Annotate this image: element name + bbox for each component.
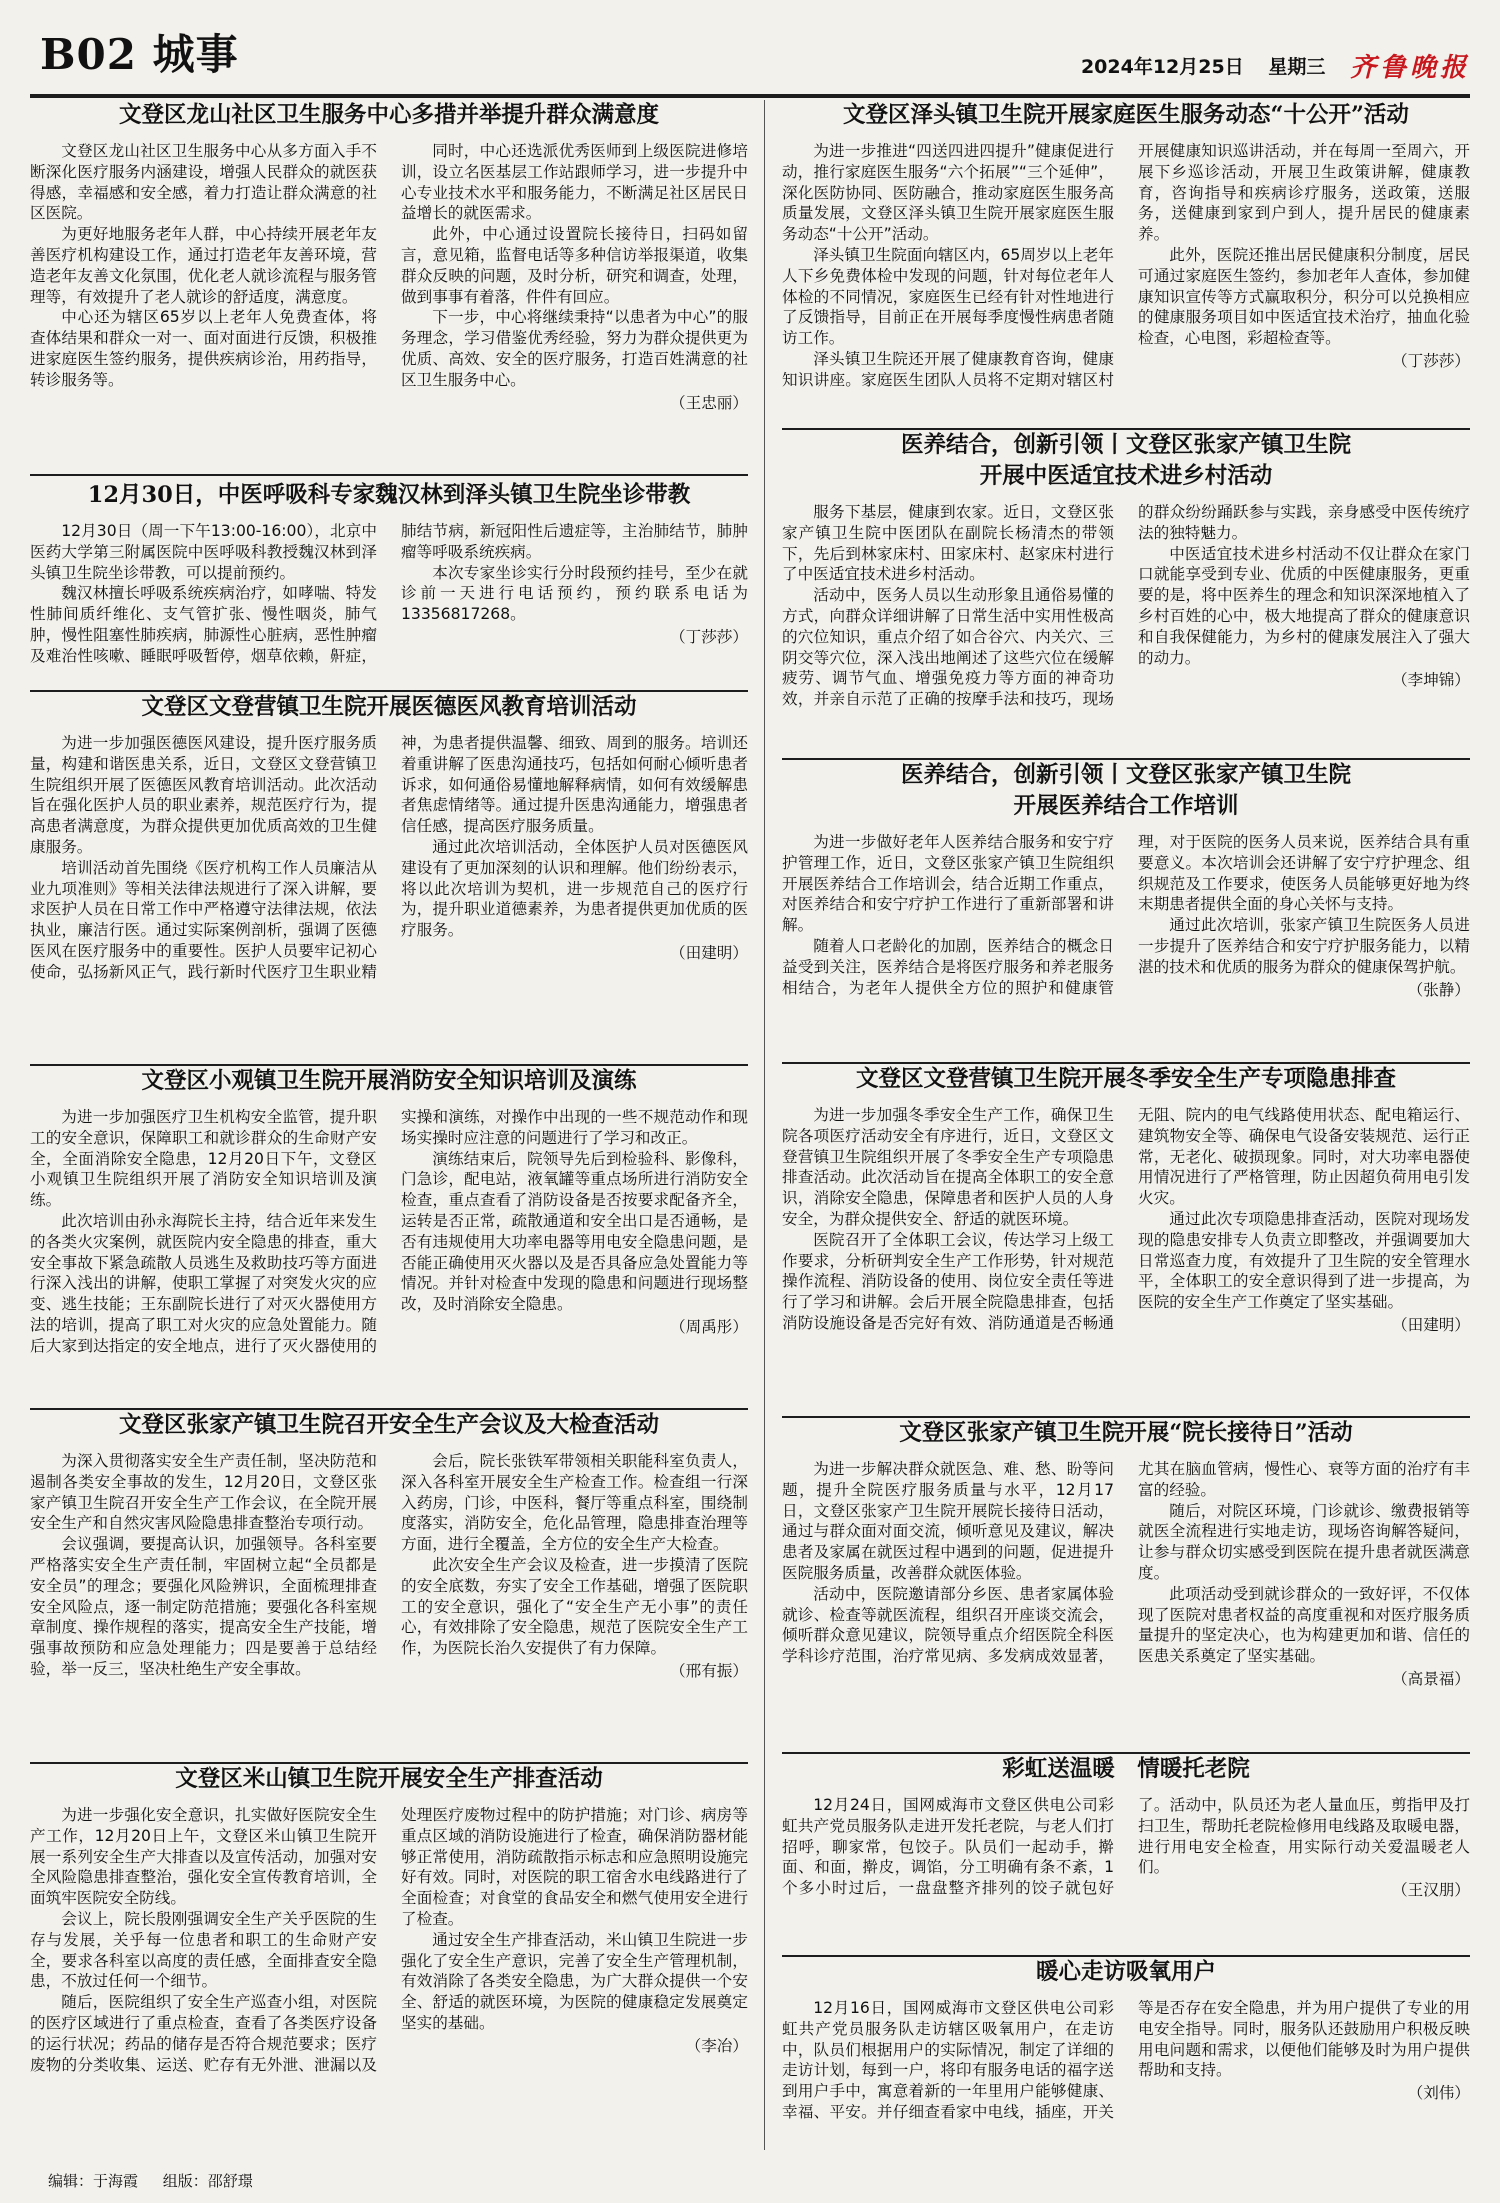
article-b4 <box>782 1064 1470 1412</box>
article-byline: （丁莎莎） <box>670 627 748 646</box>
article-paragraph: 通过安全生产排查活动，米山镇卫生院进一步强化了安全生产意识，完善了安全生产管理机制，有效消除了各类安全隐患，为广大群众提供一个安全、舒适的就医环境，为医院的健康稳定发展奠定坚实的基础。 <box>401 1930 748 2032</box>
article-title: 文登区米山镇卫生院开展安全生产排查活动 <box>175 1766 603 1792</box>
article-body <box>782 1795 1470 1901</box>
article-paragraph: 为进一步加强医疗卫生机构安全监管，提升职工的安全意识，保障职工和就诊群众的生命财产安全，全面消除安全隐患，12月20日下午，文登区小观镇卫生院组织开展了消防安全知识培训及演练。 <box>30 1108 377 1210</box>
article-paragraph: 为进一步强化安全意识，扎实做好医院安全生产工作，12月20日上午，文登区米山镇卫生院开展一系列安全生产大排查以及宣传活动，加强对安全风险隐患排查整治，强化安全宣传教育培训，全面筑牢医院安全防线。 <box>30 1806 377 1908</box>
article-body <box>30 141 748 413</box>
editor-credit: 编辑：于海霞 <box>48 2172 139 2190</box>
page-section-title: B02 城事 <box>40 30 239 79</box>
article-paragraph: 为进一步加强医德医风建设，提升医疗服务质量，构建和谐医患关系，近日，文登区文登营镇卫生院组织开展了医德医风教育培训活动。此次活动旨在强化医护人员的职业素养，规范医疗行为，提高患者满意度，为群众提供更加优质高效的卫生健康服务。 <box>30 734 377 856</box>
article-byline: （周禹彤） <box>670 1317 748 1336</box>
article-body <box>782 1998 1470 2123</box>
title-line-1: 医养结合，创新引领丨文登区张家产镇卫生院 <box>900 432 1351 458</box>
article-title: 文登区张家产镇卫生院开展“院长接待日”活动 <box>899 1420 1353 1446</box>
article-title: 暖心走访吸氧用户 <box>1035 1959 1216 1985</box>
article-paragraph: 此次安全生产会议及检查，进一步摸清了医院的安全底数，夯实了安全工作基础，增强了医院职工的安全意识，强化了“安全生产无小事”的责任心，有效排除了安全隐患，规范了医院安全生产工作，为医院长治久安提供了有力保障。 <box>401 1555 748 1658</box>
title-line-2: 开展医养结合工作培训 <box>1013 793 1239 819</box>
article-paragraph: 此项活动受到就诊群众的一致好评，不仅体现了医院对患者权益的高度重视和对医疗服务质量提升的坚定决心，也为构建更加和谐、信任的医患关系奠定了坚实基础。 <box>1138 1584 1470 1666</box>
article-byline: （张静） <box>1407 980 1470 999</box>
article-a3 <box>30 692 748 1062</box>
article-byline: （李冶） <box>685 2036 748 2055</box>
article-paragraph: 泽头镇卫生院面向辖区内，65周岁以上老年人下乡免费体检中发现的问题，针对每位老年人体检的不同情况，家庭医生已经有针对性地进行了反馈指导，目前正在开展每季度慢性病患者随访工作。 <box>782 245 1114 348</box>
article-a5 <box>30 1410 748 1760</box>
article-paragraph: 此外，医院还推出居民健康积分制度，居民可通过家庭医生签约，参加老年人查体，参加健康知识宣传等方式赢取积分，积分可以兑换相应的健康服务项目如中医适宜技术治疗，抽血化验检查，心电图，彩超检查等。 <box>1138 245 1470 348</box>
article-paragraph: 泽头镇卫生院还开展了健康教育咨询，健康知识讲座。家庭医生团队人员将不定期对辖区村开展健康知识巡讲活动，并在每周一至周六，开展下乡巡诊活动，开展卫生政策讲解，健康教育，咨询指导和疾病诊疗服务，送政策，送服务，送健康到家到户到人，提升居民的健康素养。 <box>782 142 1470 389</box>
article-byline: （刘伟） <box>1407 2084 1470 2103</box>
separator <box>30 474 748 476</box>
article-byline: （丁莎莎） <box>1392 351 1470 370</box>
article-paragraph: 为进一步推进“四送四进四提升”健康促进行动，推行家庭医生服务“六个拓展”“三个延伸”，深化医防协同、医防融合，推动家庭医生服务高质量发展，文登区泽头镇卫生院开展家庭医生服务动态“十公开”活动。 <box>782 142 1114 244</box>
article-paragraph: 演练结束后，院领导先后到检验科、影像科，门急诊，配电站，液氧罐等重点场所进行消防安全检查，重点查看了消防设备是否按要求配备齐全，运转是否正常，疏散通道和安全出口是否通畅，是否有违规使用大功率电器等用电安全隐患问题，是否能正确使用灭火器以及是否具备应急处置能力等情况。并针对检查中发现的隐患和问题进行现场整改，及时消除安全隐患。 <box>401 1149 748 1314</box>
article-body <box>782 141 1470 391</box>
masthead-info <box>1063 44 1470 81</box>
article-a6 <box>30 1764 748 2156</box>
article-title: 文登区文登营镇卫生院开展冬季安全生产专项隐患排查 <box>855 1066 1396 1092</box>
article-title <box>782 430 1470 492</box>
article-title: 12月30日，中医呼吸科专家魏汉林到泽头镇卫生院坐诊带教 <box>87 482 691 508</box>
article-paragraph: 为进一步加强冬季安全生产工作，确保卫生院各项医疗活动安全有序进行，近日，文登区文登营镇卫生院组织开展了冬季安全生产专项隐患排查活动。此次活动旨在提高全体职工的安全意识，消除安全隐患，保障患者和医护人员的人身安全，为群众提供安全、舒适的就医环境。 <box>782 1106 1114 1228</box>
article-body <box>782 1459 1470 1690</box>
article-a1 <box>30 100 748 468</box>
article-paragraph: 下一步，中心将继续秉持“以患者为中心”的服务理念，学习借鉴优秀经验，努力为群众提供更为优质、高效、安全的医疗服务，打造百姓满意的社区卫生服务中心。 <box>401 308 748 389</box>
article-paragraph: 同时，中心还选派优秀医师到上级医院进修培训，设立名医基层工作站跟师学习，进一步提升中心专业技术水平和服务能力，不断满足社区居民日益增长的就医需求。 <box>401 142 748 223</box>
article-paragraph: 12月24日，国网威海市文登区供电公司彩虹共产党员服务队走进开发托老院，与老人们打招呼，聊家常，包饺子。队员们一起动手，擀面、和面，擀皮，调馅，分工明确有条不紊，1个多小时过后，一盘盘整齐排列的饺子就包好了。活动中，队员还为老人量血压，剪指甲及打扫卫生，帮助托老院检修用电线路及取暖电器，进行用电安全检查，用实际行动关爱温暖老人们。 <box>782 1796 1470 1898</box>
article-paragraph: 为进一步解决群众就医急、难、愁、盼等问题，提升全院医疗服务质量与水平，12月17日，文登区张家产卫生院开展院长接待日活动，通过与群众面对面交流，倾听意见及建议，解决患者及家属在就医过程中遇到的问题，促进提升医院服务质量，改善群众就医体验。 <box>782 1460 1114 1582</box>
article-body <box>30 1451 748 1682</box>
issue-date: 2024年12月25日 <box>1080 56 1244 78</box>
page-footer <box>48 2170 273 2191</box>
article-paragraph: 服务下基层，健康到农家。近日，文登区张家产镇卫生院中医团队在副院长杨清杰的带领下，先后到林家床村、田家床村、赵家床村进行了中医适宜技术进乡村活动。 <box>782 503 1114 584</box>
article-paragraph: 随后，医院组织了安全生产巡查小组，对医院的医疗区域进行了重点检查，查看了各类医疗设备的运行状况；药品的储存是否符合规范要求；医疗废物的分类收集、运送、贮存有无外泄、泄漏以及处理医疗废物过程中的防护措施；对门诊、病房等重点区域的消防设施进行了检查，确保消防器材能够正常使用，消防疏散指示标志和应急照明设施完好有效。同时，对医院的职工宿舍水电线路进行了全面检查；对食堂的食品安全和燃气使用安全进行了检查。 <box>30 1806 748 2074</box>
article-b5 <box>782 1418 1470 1748</box>
article-paragraph: 此外，中心通过设置院长接待日，扫码如留言，意见箱，监督电话等多种信访举报渠道，收集群众反映的问题，及时分析，研究和调查，处理，做到事事有着落，件件有回应。 <box>401 225 748 306</box>
article-paragraph: 医院召开了全体职工会议，传达学习上级工作要求，分析研判安全生产工作形势，针对规范操作流程、消防设备的使用、岗位安全责任等进行了学习和讲解。会后开展全院隐患排查，包括消防设施设备是否完好有效、消防通道是否畅通无阻、院内的电气线路使用状态、配电箱运行、建筑物安全等、确保电气设备安装规范、运行正常，无老化、破损现象。同时，对大功率电器使用情况进行了严格管理，防止因超负荷用电引发火灾。 <box>782 1106 1470 1332</box>
title-line-2: 开展中医适宜技术进乡村活动 <box>979 463 1273 489</box>
article-paragraph: 为进一步做好老年人医养结合服务和安宁疗护管理工作，近日，文登区张家产镇卫生院组织开展医养结合工作培训会，结合近期工作重点，对医养结合和安宁疗护工作进行了重新部署和讲解。 <box>782 833 1114 935</box>
layout-credit: 组版：邵舒璟 <box>162 2172 253 2190</box>
article-body <box>782 832 1470 1000</box>
article-paragraph: 活动中，医院邀请部分乡医、患者家属体验就诊、检查等就医流程，组织召开座谈交流会，倾听群众意见建议，院领导重点介绍医院全科医学科诊疗范围，治疗常见病、多发病成效显著，尤其在脑血管病，慢性心、衰等方面的治疗有丰富的经验。 <box>782 1460 1470 1666</box>
article-paragraph: 12月16日，国网威海市文登区供电公司彩虹共产党员服务队走访辖区吸氧用户，在走访中，队员们根据用户的实际情况，制定了详细的走访计划，每到一户，将印有服务电话的福字送到用户手中，寓意着新的一年里用户能够健康、幸福、平安。并仔细查看家中电线，插座，开关等是否存在安全隐患，并为用户提供了专业的用电安全指导。同时，服务队还鼓励用户积极反映用电问题和需求，以便他们能够及时为用户提供帮助和支持。 <box>782 1999 1470 2121</box>
article-byline: （王忠丽） <box>670 393 748 412</box>
article-body <box>782 1105 1470 1336</box>
article-b2 <box>782 430 1470 762</box>
article-paragraph: 随后，对院区环境，门诊就诊、缴费报销等就医全流程进行实地走访，现场咨询解答疑问，让参与群众切实感受到医院在提升患者就医满意度。 <box>1138 1501 1470 1582</box>
article-paragraph: 通过此次培训活动，全体医护人员对医德医风建设有了更加深刻的认识和理解。他们纷纷表示，将以此次培训为契机，进一步规范自己的医疗行为，提升职业道德素养，为患者提供更加优质的医疗服务。 <box>401 837 748 940</box>
article-title <box>782 760 1470 822</box>
article-title: 文登区小观镇卫生院开展消防安全知识培训及演练 <box>141 1068 637 1094</box>
column-divider <box>764 100 765 2150</box>
article-body <box>30 1805 748 2075</box>
article-b1 <box>782 100 1470 426</box>
article-title: 文登区泽头镇卫生院开展家庭医生服务动态“十公开”活动 <box>843 102 1409 128</box>
article-body <box>30 521 748 667</box>
article-paragraph: 中医适宜技术进乡村活动不仅让群众在家门口就能享受到专业、优质的中医健康服务，更重要的是，将中医养生的理念和知识深深地植入了乡村百姓的心中，极大地提高了群众的健康意识和自我保健能力，为乡村的健康发展注入了强大的动力。 <box>1138 544 1470 667</box>
title-line-1: 医养结合，创新引领丨文登区张家产镇卫生院 <box>900 762 1351 788</box>
article-byline: （王汉朋） <box>1392 1881 1470 1900</box>
article-b3 <box>782 760 1470 1060</box>
article-paragraph: 通过此次专项隐患排查活动，医院对现场发现的隐患安排专人负责立即整改，并强调要加大日常巡查力度，有效提升了卫生院的安全管理水平，全体职工的安全意识得到了进一步提高，为医院的安全生产工作奠定了坚实基础。 <box>1138 1209 1470 1312</box>
article-paragraph: 会后，院长张铁军带领相关职能科室负责人，深入各科室开展安全生产检查工作。检查组一行深入药房，门诊，中医科，餐厅等重点科室，围绕制度落实，消防安全，危化品管理，隐患排查治理等方面，进行全覆盖，全方位的安全生产大检查。 <box>401 1452 748 1554</box>
article-paragraph: 会议强调，要提高认识，加强领导。各科室要严格落实安全生产责任制，牢固树立起“全员都是安全员”的理念；要强化风险辨识，全面梳理排查安全风险点，逐一制定防范措施；要强化各科室规章制度、操作规程的落实，提高安全生产技能，增强事故预防和应急处理能力；四是要善于总结经验，举一反三，坚决杜绝生产安全事故。 <box>30 1535 377 1678</box>
article-paragraph: 为深入贯彻落实安全生产责任制，坚决防范和遏制各类安全事故的发生，12月20日，文登区张家产镇卫生院召开安全生产工作会议，在全院开展安全生产和自然灾害风险隐患排查整治专项行动。 <box>30 1452 377 1533</box>
article-title: 彩虹送温暖 情暖托老院 <box>1002 1756 1250 1782</box>
article-b7 <box>782 1957 1470 2155</box>
masthead <box>30 0 1470 98</box>
article-paragraph: 本次专家坐诊实行分时段预约挂号，至少在就诊前一天进行电话预约，预约联系电话为13356817268。 <box>401 563 748 624</box>
article-a4 <box>30 1066 748 1404</box>
article-paragraph: 中心还为辖区65岁以上老年人免费查体，将查体结果和群众一对一、面对面进行反馈，积极推进家庭医生签约服务，提供疾病诊治，用药指导，转诊服务等。 <box>30 308 377 389</box>
article-body <box>782 502 1470 710</box>
article-paragraph: 魏汉林擅长呼吸系统疾病治疗，如哮喘、特发性肺间质纤维化、支气管扩张、慢性咽炎，肺气肿，慢性阻塞性肺疾病，肺源性心脏病，恶性肿瘤及难治性咳嗽、睡眠呼吸暂停，烟草依赖，鼾症，肺结节病，新冠阳性后遗症等，主治肺结节，肺肿瘤等呼吸系统疾病。 <box>30 522 748 665</box>
article-paragraph: 培训活动首先围绕《医疗机构工作人员廉洁从业九项准则》等相关法律法规进行了深入讲解，要求医护人员在日常工作中严格遵守法律法规，依法执业，廉洁行医。通过实际案例剖析，强调了医德医风在医疗服务中的重要性。医护人员要牢记初心使命，弘扬新风正气，践行新时代医疗卫生职业精神，为患者提供温馨、细致、周到的服务。培训还着重讲解了医患沟通技巧，包括如何耐心倾听患者诉求，如何通俗易懂地解释病情，如何有效缓解患者焦虑情绪等。通过提升医患沟通能力，增强患者信任感，提高医疗服务质量。 <box>30 734 748 981</box>
article-paragraph: 会议上，院长殷刚强调安全生产关乎医院的生存与发展，关乎每一位患者和职工的生命财产安全，要求各科室以高度的责任感，全面排查安全隐患，不放过任何一个细节。 <box>30 1909 377 1991</box>
article-paragraph: 通过此次培训，张家产镇卫生院医务人员进一步提升了医养结合和安宁疗护服务能力，以精湛的技术和优质的服务为群众的健康保驾护航。 <box>1138 916 1470 976</box>
article-a2 <box>30 480 748 685</box>
article-paragraph: 12月30日（周一下午13:00-16:00），北京中医药大学第三附属医院中医呼吸科教授魏汉林到泽头镇卫生院坐诊带教，可以提前预约。 <box>30 522 377 582</box>
article-body <box>30 1107 748 1357</box>
article-title: 文登区龙山社区卫生服务中心多措并举提升群众满意度 <box>118 102 659 128</box>
article-title: 文登区张家产镇卫生院召开安全生产会议及大检查活动 <box>118 1412 659 1438</box>
article-body <box>30 733 748 983</box>
article-paragraph: 活动中，医务人员以生动形象且通俗易懂的方式，向群众详细讲解了日常生活中实用性极高的穴位知识，重点介绍了如合谷穴、内关穴、三阴交等穴位，深入浅出地阐述了这些穴位在缓解疲劳、调节气血、增强免疫力等方面的神奇功效，并亲自示范了正确的按摩手法和技巧，现场的群众纷纷踊跃参与实践，亲身感受中医传统疗法的独特魅力。 <box>782 503 1470 709</box>
article-title: 文登区文登营镇卫生院开展医德医风教育培训活动 <box>141 694 637 720</box>
newspaper-logo: 齐鲁晚报 <box>1349 53 1470 83</box>
article-paragraph: 随着人口老龄化的加剧，医养结合的概念日益受到关注，医养结合是将医疗服务和养老服务相结合，为老年人提供全方位的照护和健康管理，对于医院的医务人员来说，医养结合具有重要意义。本次培训会还讲解了安宁疗护理念、组织规范及工作要求，使医务人员能够更好地为终末期患者提供全面的身心关怀与支持。 <box>782 833 1470 997</box>
article-byline: （田建明） <box>1392 1315 1470 1334</box>
article-b6 <box>782 1754 1470 1954</box>
article-byline: （邢有振） <box>670 1661 748 1680</box>
issue-weekday: 星期三 <box>1268 56 1326 78</box>
article-paragraph: 文登区龙山社区卫生服务中心从多方面入手不断深化医疗服务内涵建设，增强人民群众的就医获得感，幸福感和安全感，着力打造让群众满意的社区医院。 <box>30 142 377 223</box>
article-paragraph: 此次培训由孙永海院长主持，结合近年来发生的各类火灾案例，就医院内安全隐患的排查，重大安全事故下紧急疏散人员逃生及救助技巧等方面进行深入浅出的讲解，使职工掌握了对突发火灾的应变、逃生技能；王东副院长进行了对灭火器使用方法的培训，提高了职工对火灾的应急处置能力。随后大家到达指定的安全地点，进行了灭火器使用的实操和演练，对操作中出现的一些不规范动作和现场实操时应注意的问题进行了学习和改正。 <box>30 1108 748 1355</box>
article-byline: （李坤锦） <box>1392 671 1470 690</box>
article-paragraph: 为更好地服务老年人群，中心持续开展老年友善医疗机构建设工作，通过打造老年友善环境，营造老年友善文化氛围，优化老人就诊流程与服务管理等，有效提升了老人就诊的舒适度，满意度。 <box>30 225 377 306</box>
article-byline: （田建明） <box>670 943 748 962</box>
article-byline: （高景福） <box>1392 1669 1470 1688</box>
